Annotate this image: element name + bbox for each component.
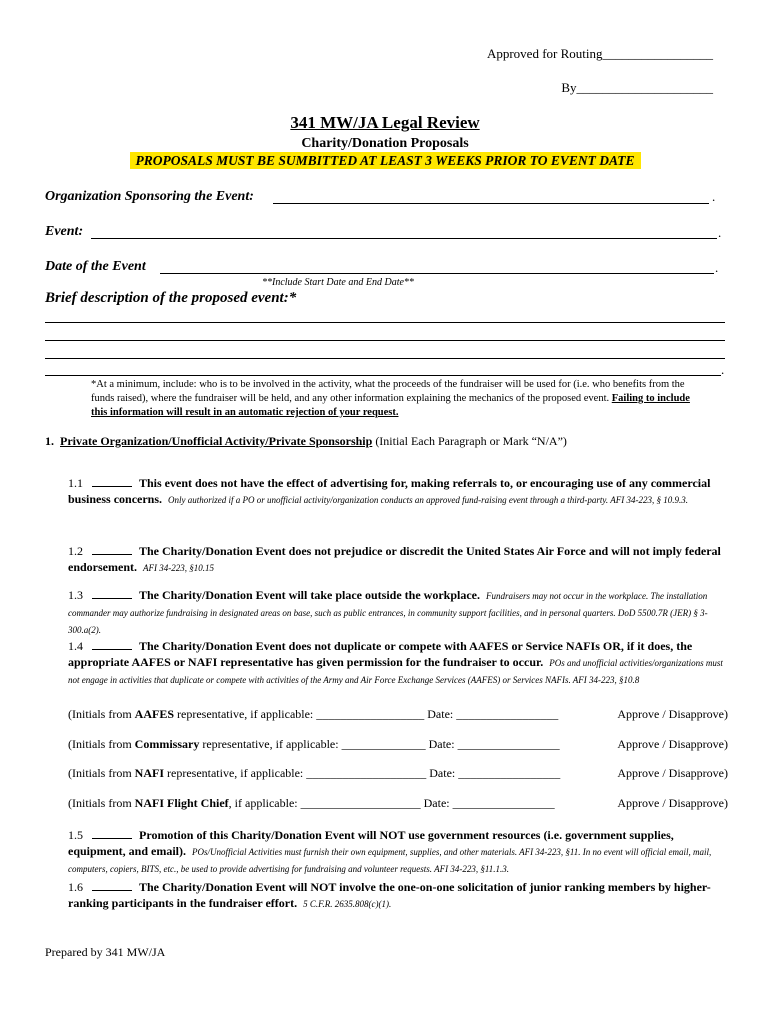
approve-disapprove[interactable]: Approve / Disapprove): [617, 737, 728, 751]
description-instructions: [91, 378, 691, 420]
approved-by: By_____________________: [561, 80, 713, 95]
para-1-6: [68, 879, 728, 912]
org-input-line[interactable]: [273, 203, 709, 204]
para-citation: 5 C.F.R. 2635.808(c)(1).: [303, 899, 392, 909]
initial-blank-1-3[interactable]: [92, 588, 132, 599]
page-subtitle: Charity/Donation Proposals: [301, 136, 469, 151]
para-statement: The Charity/Donation Event does not prejudice or discredit the United States Air Force and will not imply federal endorsement.: [68, 544, 721, 574]
rejection-warning: Failing to include this information will result in an automatic rejection of your request.: [91, 393, 690, 418]
initial-blank-1-6[interactable]: [92, 880, 132, 891]
para-number: 1.6: [68, 880, 83, 894]
initials-row-aafes[interactable]: (Initials from AAFES representative, if applicable: __________________ Date: _________________ Approve / Disapprove): [68, 707, 728, 721]
para-1-5: [68, 827, 728, 877]
deadline-banner: PROPOSALS MUST BE SUMBITTED AT LEAST 3 WEEKS PRIOR TO EVENT DATE: [130, 152, 641, 169]
para-number: 1.5: [68, 828, 83, 842]
para-statement: This event does not have the effect of advertising for, making referrals to, or encouraging use of any commercial business concerns.: [68, 476, 711, 506]
para-citation: POs and unofficial activities/organizations must not engage in activities that duplicate or compete with activities of the Army and Air Force Exchange Services (AAFES) or Services NAFIs. AFI 34-223, §10.8: [68, 658, 723, 685]
initials-who: AAFES: [134, 707, 174, 721]
initials-who: NAFI Flight Chief: [134, 796, 229, 810]
para-citation: AFI 34-223, §10.15: [143, 563, 214, 573]
approve-disapprove[interactable]: Approve / Disapprove): [617, 766, 728, 780]
initial-blank-1-5[interactable]: [92, 828, 132, 839]
description-period: .: [721, 362, 725, 377]
para-statement: The Charity/Donation Event will NOT involve the one-on-one solicitation of junior ranking members by higher-ranking participants in the fundraiser effort.: [68, 880, 711, 910]
initial-blank-1-1[interactable]: [92, 476, 132, 487]
date-period: .: [715, 260, 719, 275]
initial-blank-1-4[interactable]: [92, 639, 132, 650]
section-1-heading: [45, 434, 567, 449]
section-1-number: 1.: [45, 434, 54, 448]
event-label: Event:: [45, 224, 84, 239]
org-label: Organization Sponsoring the Event:: [45, 189, 254, 204]
date-label: Date of the Event: [45, 259, 146, 274]
initials-row-commissary[interactable]: (Initials from Commissary representative, if applicable: ______________ Date: _________________ Approve / Disapprove): [68, 737, 728, 751]
description-line-3[interactable]: [45, 358, 725, 359]
para-1-2: [68, 543, 728, 576]
para-number: 1.2: [68, 544, 83, 558]
prepared-by: Prepared by 341 MW/JA: [45, 945, 166, 959]
para-statement: The Charity/Donation Event will take place outside the workplace.: [139, 588, 480, 602]
event-period: .: [718, 225, 722, 240]
approved-for-routing: Approved for Routing_________________: [486, 46, 713, 61]
approve-disapprove[interactable]: Approve / Disapprove): [617, 796, 728, 810]
para-number: 1.3: [68, 588, 83, 602]
initials-row-nafi[interactable]: (Initials from NAFI representative, if applicable: ____________________ Date: _________________ Approve / Disapprove): [68, 766, 728, 780]
date-input-line[interactable]: [160, 273, 714, 274]
para-statement: Promotion of this Charity/Donation Event will NOT use government resources (i.e. government supplies, equipment, and email).: [68, 828, 674, 858]
para-citation: Only authorized if a PO or unofficial activity/organization conducts an approved fund-raising event through a third-party. AFI 34-223, § 10.9.3.: [168, 495, 688, 505]
org-period: .: [712, 189, 716, 204]
para-citation: POs/Unofficial Activities must furnish their own equipment, supplies, and other materials. AFI 34-223, §11. In no event will official email, mail, computers, copiers, BITS, etc., be used to provide advertising for fundraising and volunteer requests. AFI 34-223, §11.1.3.: [68, 847, 712, 874]
initials-row-nafi-flight-chief[interactable]: (Initials from NAFI Flight Chief, if applicable: ____________________ Date: _________________ Approve / Disapprove): [68, 796, 728, 810]
deadline-banner-wrap: [0, 152, 770, 170]
para-1-3: [68, 587, 728, 638]
para-citation: Fundraisers may not occur in the workplace. The installation commander may authorize fundraising in designated areas on base, such as public entrances, in community support facilities, and in personal quarters. DoD 5500.7R (JER) § 3-300.a(2).: [68, 591, 708, 635]
event-input-line[interactable]: [91, 238, 717, 239]
para-1-4: [68, 638, 728, 688]
date-note: **Include Start Date and End Date**: [262, 277, 414, 288]
para-statement: The Charity/Donation Event does not duplicate or compete with AAFES or Service NAFIs OR, if it does, the appropriate AAFES or NAFI representative has given permission for the fundraiser to occur.: [68, 639, 693, 669]
initials-who: Commissary: [134, 737, 200, 751]
description-line-2[interactable]: [45, 340, 725, 341]
initial-blank-1-2[interactable]: [92, 544, 132, 555]
instructions-text: *At a minimum, include: who is to be involved in the activity, what the proceeds of the fundraiser will be used for (i.e. who benefits from the funds raised), where the fundraiser will be held, and any other information explaining the mechanics of the proposed event.: [91, 379, 685, 404]
para-1-1: [68, 475, 728, 508]
section-1-note: (Initial Each Paragraph or Mark “N/A”): [372, 434, 567, 448]
description-line-1[interactable]: [45, 322, 725, 323]
section-1-title: Private Organization/Unofficial Activity/Private Sponsorship: [60, 434, 373, 448]
approve-disapprove[interactable]: Approve / Disapprove): [617, 707, 728, 721]
initials-who: NAFI: [134, 766, 164, 780]
para-number: 1.1: [68, 476, 83, 490]
description-line-4[interactable]: [45, 375, 721, 376]
page-title: 341 MW/JA Legal Review: [290, 113, 480, 132]
para-number: 1.4: [68, 639, 83, 653]
description-label: Brief description of the proposed event:*: [45, 290, 297, 306]
